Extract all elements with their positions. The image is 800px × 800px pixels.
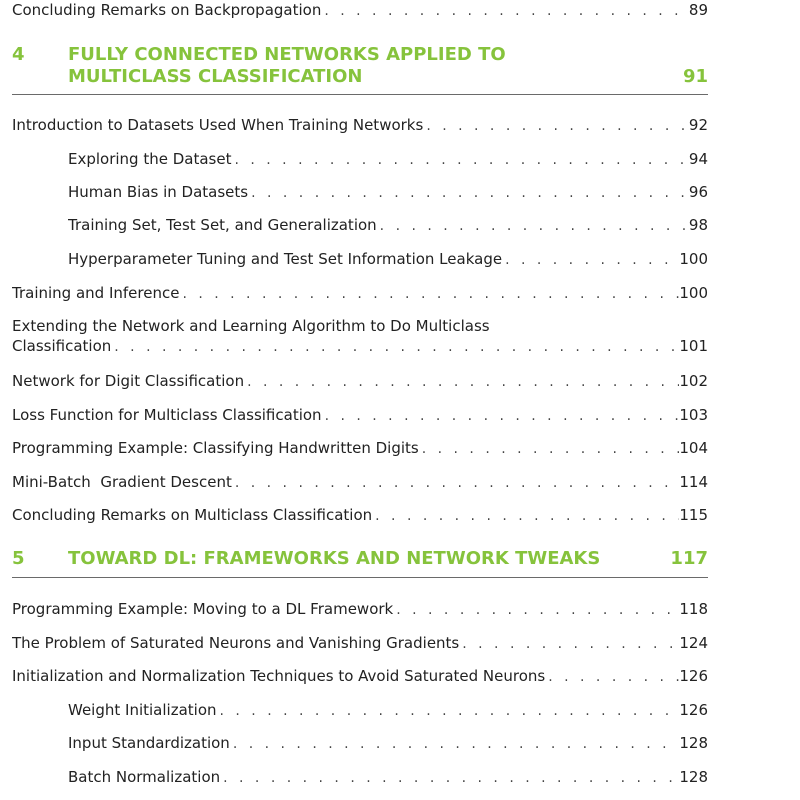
toc-entry-hyperparameter-tuning[interactable]: [68, 249, 708, 270]
toc-entry-label: Network for Digit Classification: [12, 372, 245, 390]
toc-entry-page: 98: [688, 216, 708, 234]
toc-entry-page: 102: [679, 372, 708, 390]
chapter-title: [68, 44, 708, 88]
toc-entry-page: 104: [679, 439, 708, 457]
toc-entry-label: The Problem of Saturated Neurons and Vanishing Gradients: [12, 634, 460, 652]
toc-entry-saturated-neurons[interactable]: [12, 633, 708, 654]
dot-leader: [372, 506, 679, 526]
toc-entry-page: 100: [679, 284, 708, 302]
toc-entry-concluding-multiclass[interactable]: [12, 505, 708, 526]
dot-leader: [244, 372, 679, 392]
chapter-4-heading[interactable]: [12, 44, 708, 88]
toc-entry-page: 101: [679, 337, 708, 355]
toc-entry-input-standardization[interactable]: [68, 733, 708, 754]
toc-entry-moving-dl-framework[interactable]: [12, 599, 708, 620]
chapter-rule: [12, 94, 708, 95]
dot-leader: [393, 600, 679, 620]
toc-entry-label: Human Bias in Datasets: [68, 183, 249, 201]
dot-leader: [377, 216, 686, 236]
dot-leader: [220, 768, 679, 788]
toc-entry-exploring-dataset[interactable]: [68, 149, 708, 170]
toc-entry-page: 115: [679, 506, 708, 524]
chapter-5-heading[interactable]: [12, 548, 708, 570]
dot-leader: [231, 150, 686, 170]
toc-entry-label: Loss Function for Multiclass Classification: [12, 406, 322, 424]
chapter-page: 117: [670, 548, 708, 569]
toc-entry-label: Exploring the Dataset: [68, 150, 232, 168]
toc-entry-label: Programming Example: Moving to a DL Framework: [12, 600, 394, 618]
dot-leader: [545, 667, 679, 687]
toc-entry-page: 89: [688, 1, 708, 19]
toc-entry-page: 100: [679, 250, 708, 268]
toc-entry-loss-function[interactable]: [12, 405, 708, 426]
toc-entry-initialization-normalization[interactable]: [12, 666, 708, 687]
toc-entry-label-line-1: Extending the Network and Learning Algorithm to Do Multiclass: [12, 317, 490, 335]
chapter-title-line-2: MULTICLASS CLASSIFICATION: [68, 66, 363, 87]
toc-entry-training-inference[interactable]: [12, 283, 708, 304]
chapter-page: 91: [682, 66, 708, 87]
toc-entry-extending-network[interactable]: [12, 316, 708, 357]
chapter-title: [68, 548, 708, 570]
dot-leader: [419, 439, 680, 459]
toc-entry-network-digit-classification[interactable]: [12, 371, 708, 392]
dot-leader: [322, 406, 680, 426]
toc-entry-mini-batch[interactable]: [12, 472, 708, 493]
toc-entry-page: 128: [679, 768, 708, 786]
toc-entry-label: Training Set, Test Set, and Generalization: [68, 216, 377, 234]
toc-entry-label: Hyperparameter Tuning and Test Set Information Leakage: [68, 250, 503, 268]
toc-entry-page: 92: [688, 116, 708, 134]
toc-entry-page: 126: [679, 667, 708, 685]
toc-entry-page: 103: [679, 406, 708, 424]
toc-entry-page: 124: [679, 634, 708, 652]
dot-leader: [459, 634, 679, 654]
toc-entry-label: Batch Normalization: [68, 768, 221, 786]
dot-leader: [502, 250, 679, 270]
toc-entry-label: Weight Initialization: [68, 701, 217, 719]
toc-entry-label: Concluding Remarks on Backpropagation: [12, 1, 322, 19]
dot-leader: [230, 734, 680, 754]
dot-leader: [111, 337, 679, 357]
dot-leader: [217, 701, 680, 721]
toc-entry-label-line-2: Classification: [12, 337, 112, 355]
dot-leader: [179, 284, 679, 304]
toc-entry-label: Training and Inference: [12, 284, 180, 302]
toc-entry-programming-handwritten-digits[interactable]: [12, 438, 708, 459]
toc-entry-human-bias[interactable]: [68, 182, 708, 203]
toc-entry-label: Mini-Batch Gradient Descent: [12, 473, 232, 491]
toc-entry-label: Introduction to Datasets Used When Training Networks: [12, 116, 424, 134]
dot-leader: [423, 116, 686, 136]
toc-entry-page: 126: [679, 701, 708, 719]
toc-entry-page: 114: [679, 473, 708, 491]
toc-entry-page: 94: [688, 150, 708, 168]
toc-entry-batch-normalization[interactable]: [68, 767, 708, 788]
toc-entry-label: Initialization and Normalization Techniques to Avoid Saturated Neurons: [12, 667, 546, 685]
toc-entry-page: 118: [679, 600, 708, 618]
toc-entry-label: Programming Example: Classifying Handwritten Digits: [12, 439, 419, 457]
dot-leader: [321, 1, 686, 21]
dot-leader: [232, 473, 680, 493]
toc-entry-training-test-set[interactable]: [68, 215, 708, 236]
toc-entry-weight-initialization[interactable]: [68, 700, 708, 721]
toc-entry-label: Concluding Remarks on Multiclass Classification: [12, 506, 373, 524]
chapter-rule: [12, 577, 708, 578]
chapter-number: 5: [12, 548, 25, 569]
toc-entry-intro-datasets[interactable]: [12, 115, 708, 136]
toc-entry-page: 96: [688, 183, 708, 201]
chapter-title-line-1: TOWARD DL: FRAMEWORKS AND NETWORK TWEAKS: [68, 548, 601, 569]
toc-entry-page: 128: [679, 734, 708, 752]
chapter-number: 4: [12, 44, 25, 65]
toc-entry-label: Input Standardization: [68, 734, 230, 752]
chapter-title-line-1: FULLY CONNECTED NETWORKS APPLIED TO: [68, 44, 506, 65]
dot-leader: [248, 183, 686, 203]
toc-entry-concluding-remarks-backpropagation[interactable]: [12, 0, 708, 21]
